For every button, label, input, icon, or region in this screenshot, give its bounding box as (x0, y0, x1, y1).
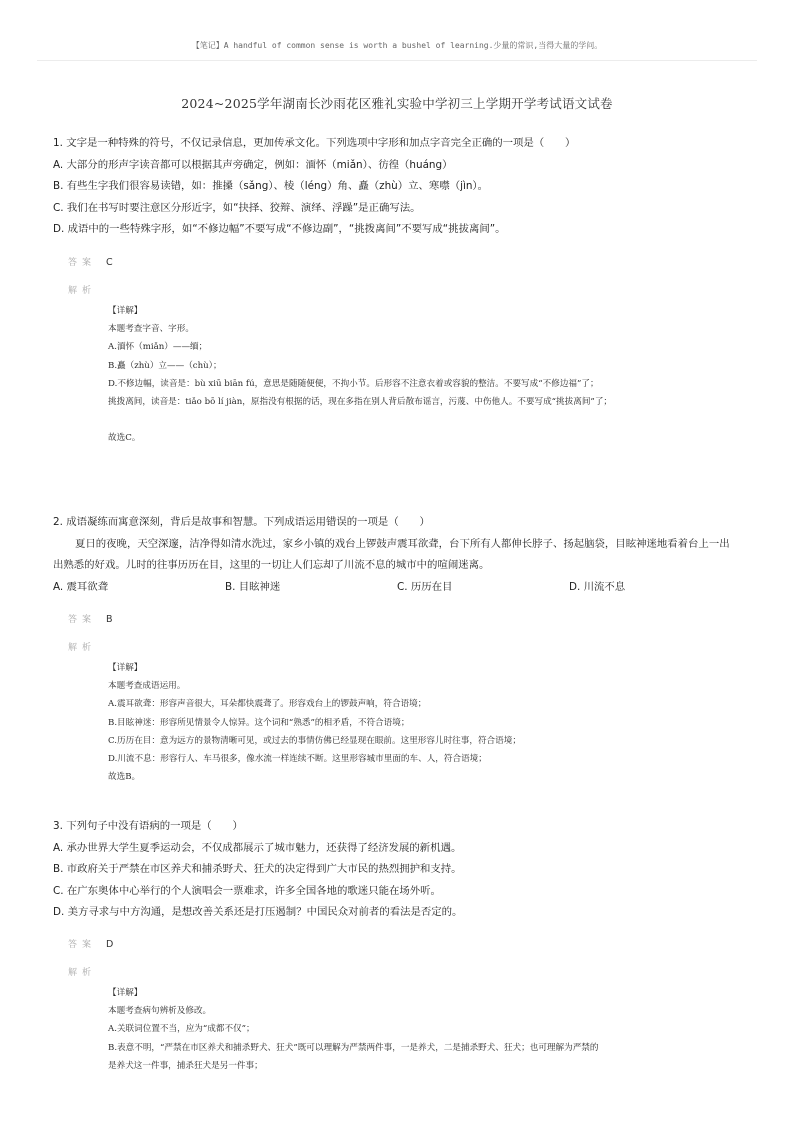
detail-line: 本题考查病句辨析及修改。 (108, 1006, 212, 1017)
option-d: D. 川流不息 (569, 580, 626, 593)
detail-line: 本题考查字音、字形。 (108, 324, 194, 335)
analysis-label: 解析 (68, 643, 97, 653)
detail-line: D.不修边幅，读音是：bù xiū biān fú，意思是随随便便，不拘小节。后形容不注意衣着或容貌的整洁。不要写成“不修边福”了； (108, 378, 599, 389)
question-stem: 1. 文字是一种特殊的符号，不仅记录信息，更加传承文化。下列选项中字形和加点字音完全正确的一项是（ ） (53, 137, 576, 149)
passage-line: 夏日的夜晚，天空深邃，洁净得如清水洗过，家乡小镇的戏台上锣鼓声震耳欲聋，台下所有人都伸长脖子、扬起脑袋，目眩神迷地看着台上一出 (75, 537, 730, 550)
analysis-detail (108, 984, 748, 1075)
analysis-detail (108, 659, 748, 786)
option-b: B. 目眩神迷 (225, 580, 281, 593)
analysis-label: 解析 (68, 286, 97, 296)
header-divider (37, 60, 757, 61)
question-1 (53, 133, 753, 241)
option-b: B. 有些生字我们很容易读错，如：推搡（sǎng）、棱（léng）角、矗（zhù）立、寒噤（jìn）。 (53, 180, 489, 193)
detail-line: 本题考查成语运用。 (108, 681, 186, 692)
option-d: D. 美方寻求与中方沟通，是想改善关系还是打压遏制？中国民众对前者的看法是否定的。 (53, 906, 463, 919)
detail-line: B.矗（zhù）立——（chù）； (108, 360, 222, 371)
answer-row (68, 607, 748, 633)
question-stem: 2. 成语凝练而寓意深刻，背后是故事和智慧。下列成语运用错误的一项是（ ） (53, 516, 430, 528)
answer-label: 答案 (68, 940, 97, 950)
option-d: D. 成语中的一些特殊字形，如“不修边幅”不要写成“不修边副”，“挑拨离间”不要写成“挑拔离间”。 (53, 223, 506, 236)
answer-section-1 (68, 250, 748, 448)
answer-label: 答案 (68, 258, 97, 268)
passage-line: 出熟悉的好戏。儿时的往事历历在目，这里的一切让人们忘却了川流不息的城市中的喧闹迷离。 (53, 559, 490, 572)
detail-line: B.表意不明，“严禁在市区养犬和捕杀野犬、狂犬”既可以理解为严禁两件事，一是养犬，二是捕杀野犬、狂犬；也可理解为严禁的 (108, 1042, 599, 1053)
analysis-detail (108, 302, 748, 448)
detail-line: B.目眩神迷：形容所见情景令人惊异。这个词和“熟悉”的相矛盾，不符合语境； (108, 717, 410, 728)
options-row (53, 577, 753, 599)
detail-line: C.历历在目：意为远方的景物清晰可见，或过去的事情仿佛已经显现在眼前。这里形容儿时往事，符合语境； (108, 735, 521, 746)
option-b: B. 市政府关于严禁在市区养犬和捕杀野犬、狂犬的决定得到广大市民的热烈拥护和支持。 (53, 863, 462, 876)
detail-line: D.川流不息：形容行人、车马很多，像水流一样连续不断。这里形容城市里面的车、人，符合语境； (108, 754, 487, 765)
answer-section-3 (68, 932, 748, 1075)
detail-line: A.关联词位置不当，应为“成都不仅”； (108, 1024, 255, 1035)
detail-line: 【详解】 (108, 988, 143, 998)
detail-line: 【详解】 (108, 306, 143, 316)
answer-label: 答案 (68, 615, 97, 625)
detail-line: A.湎怀（miǎn）——缅； (108, 342, 208, 353)
page-title: 2024~2025学年湖南长沙雨花区雅礼实验中学初三上学期开学考试语文试卷 (181, 96, 613, 111)
detail-line (108, 411, 748, 429)
detail-line: 挑拨离间，读音是：tiǎo bō lí jiàn，原指没有根据的话，现在多指在别人背后散布谣言，污蔑、中伤他人。不要写成“挑拔离间”了； (108, 397, 613, 408)
detail-line: A.震耳欲聋：形容声音很大，耳朵都快震聋了。形容戏台上的锣鼓声响，符合语境； (108, 699, 427, 710)
option-a: A. 震耳欲聋 (53, 580, 109, 593)
question-3 (53, 816, 753, 924)
answer-value: C (106, 257, 113, 268)
detail-line: 【详解】 (108, 663, 143, 673)
answer-row (68, 250, 748, 276)
header-note: 【笔记】A handful of common sense is worth a bushel of learning.少量的常识,当得大量的学问。 (191, 41, 603, 50)
analysis-label: 解析 (68, 968, 97, 978)
option-c: C. 历历在目 (397, 580, 453, 593)
answer-value: D (106, 939, 114, 950)
option-c: C. 在广东奥体中心举行的个人演唱会一票难求，许多全国各地的歌迷只能在场外听。 (53, 884, 441, 897)
answer-value: B (106, 614, 113, 625)
detail-line: 故选B。 (108, 772, 141, 783)
option-a: A. 大部分的形声字读音都可以根据其声旁确定，例如：湎怀（miǎn）、彷徨（huáng） (53, 158, 453, 171)
detail-line: 故选C。 (108, 433, 141, 444)
detail-line: 是养犬这一件事，捕杀狂犬是另一件事； (108, 1060, 263, 1071)
question-2 (53, 512, 753, 598)
question-stem: 3. 下列句子中没有语病的一项是（ ） (53, 820, 243, 832)
option-a: A. 承办世界大学生夏季运动会，不仅成都展示了城市魅力，还获得了经济发展的新机遇。 (53, 841, 462, 854)
option-c: C. 我们在书写时要注意区分形近字，如“抉择、狡辩、演绎、浮躁”是正确写法。 (53, 201, 421, 214)
answer-row (68, 932, 748, 958)
answer-section-2 (68, 607, 748, 786)
